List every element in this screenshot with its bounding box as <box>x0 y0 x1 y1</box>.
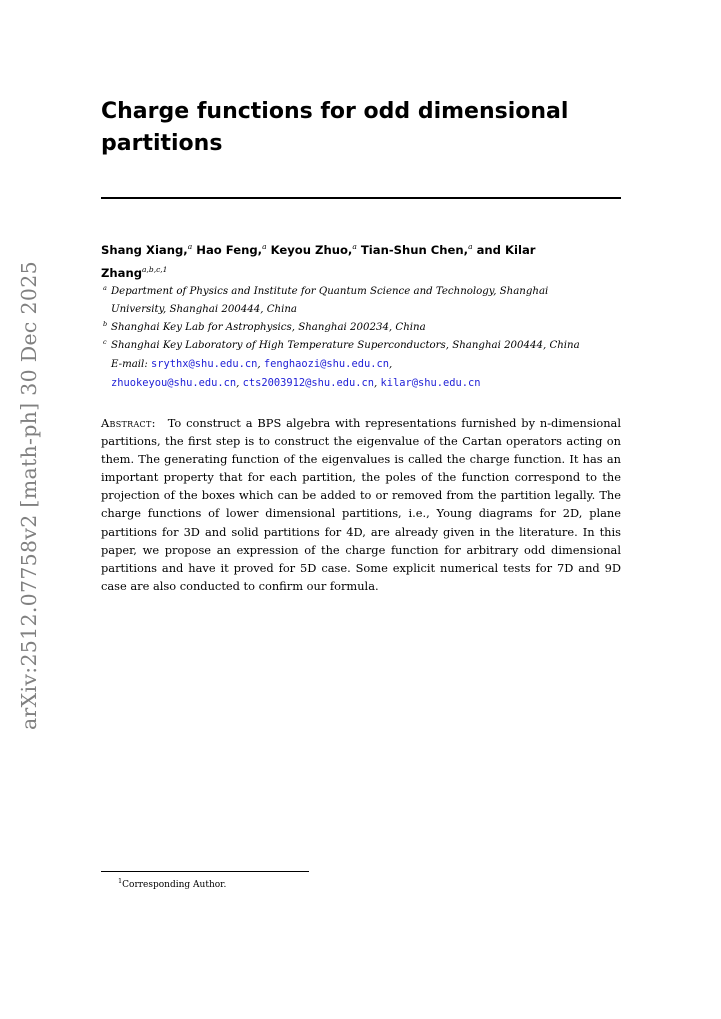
affiliation-text: Shanghai Key Lab for Astrophysics, Shanghai 200234, China <box>111 322 426 333</box>
email-list-continued: zhuokeyou@shu.edu.cn, cts2003912@shu.edu.cn, kilar@shu.edu.cn <box>111 377 481 389</box>
author-affil-mark: a <box>262 242 267 251</box>
author-name: Shang Xiang, <box>101 242 188 257</box>
author-list <box>101 237 621 283</box>
author-affil-mark: a <box>352 242 357 251</box>
affiliation-text: Shanghai Key Laboratory of High Temperature Superconductors, Shanghai 200444, China <box>111 340 580 351</box>
email-link[interactable]: kilar@shu.edu.cn <box>380 377 481 389</box>
author-name: Tian-Shun Chen, <box>360 242 469 257</box>
abstract-body: To construct a BPS algebra with representations furnished by n-dimensional partitions, the first step is to construct the eigenvalue of the Cartan operators acting on them. The generating function of the eigenvalues is called the charge function. It has an important property that for each partition, the poles of the function correspond to the projection of the boxes which can be added to or removed from the partition legally. The charge functions of lower dimensional partitions, i.e., Young diagrams for 2D, plane partitions for 3D and solid partitions for 4D, are already given in the literature. In this paper, we propose an expression of the charge function for arbitrary odd dimensional partitions and have it proved for 5D case. Some explicit numerical tests for 7D and 9D case are also conducted to confirm our formula. <box>101 416 621 593</box>
abstract-heading: Abstract: <box>101 416 156 430</box>
email-link[interactable]: srythx@shu.edu.cn <box>151 358 258 370</box>
affiliation-text: University, Shanghai 200444, China <box>111 304 297 315</box>
affiliation-a <box>101 283 621 301</box>
email-list: E-mail: srythx@shu.edu.cn, fenghaozi@shu.edu.cn, <box>111 358 393 370</box>
title-line-2: partitions <box>101 131 223 156</box>
author-affil-mark: a <box>187 242 193 251</box>
affiliation-mark: b <box>103 320 108 328</box>
affiliations <box>101 283 621 393</box>
footnote-mark: 1 <box>118 877 123 885</box>
affiliation-mark: c <box>103 338 107 346</box>
author-affil-mark: a,b,c,1 <box>142 264 168 274</box>
email-link[interactable]: zhuokeyou@shu.edu.cn <box>111 377 237 389</box>
email-link[interactable]: fenghaozi@shu.edu.cn <box>263 358 389 370</box>
footnote-text: Corresponding Author. <box>122 880 227 890</box>
author-name: Zhang <box>101 265 143 280</box>
title-rule <box>101 197 621 199</box>
email-link[interactable]: cts2003912@shu.edu.cn <box>242 377 374 389</box>
affiliation-a-continued <box>101 301 621 319</box>
abstract <box>101 414 621 595</box>
author-name: Keyou Zhuo, <box>270 242 353 257</box>
footnote-rule <box>101 871 309 872</box>
author-name: Hao Feng, <box>196 242 263 257</box>
affiliation-b <box>101 319 621 337</box>
affiliation-mark: a <box>103 284 107 292</box>
affiliation-text: Department of Physics and Institute for Quantum Science and Technology, Shanghai <box>111 286 549 297</box>
affiliation-c <box>101 337 621 355</box>
author-conjunction: and Kilar <box>476 242 536 257</box>
email-label: E-mail: <box>111 359 148 370</box>
footnote <box>118 877 226 890</box>
paper-title <box>101 96 621 160</box>
title-line-1: Charge functions for odd dimensional <box>101 99 569 124</box>
arxiv-identifier-stamp: arXiv:2512.07758v2 [math-ph] 30 Dec 2025 <box>17 261 41 730</box>
author-affil-mark: a <box>468 242 473 251</box>
